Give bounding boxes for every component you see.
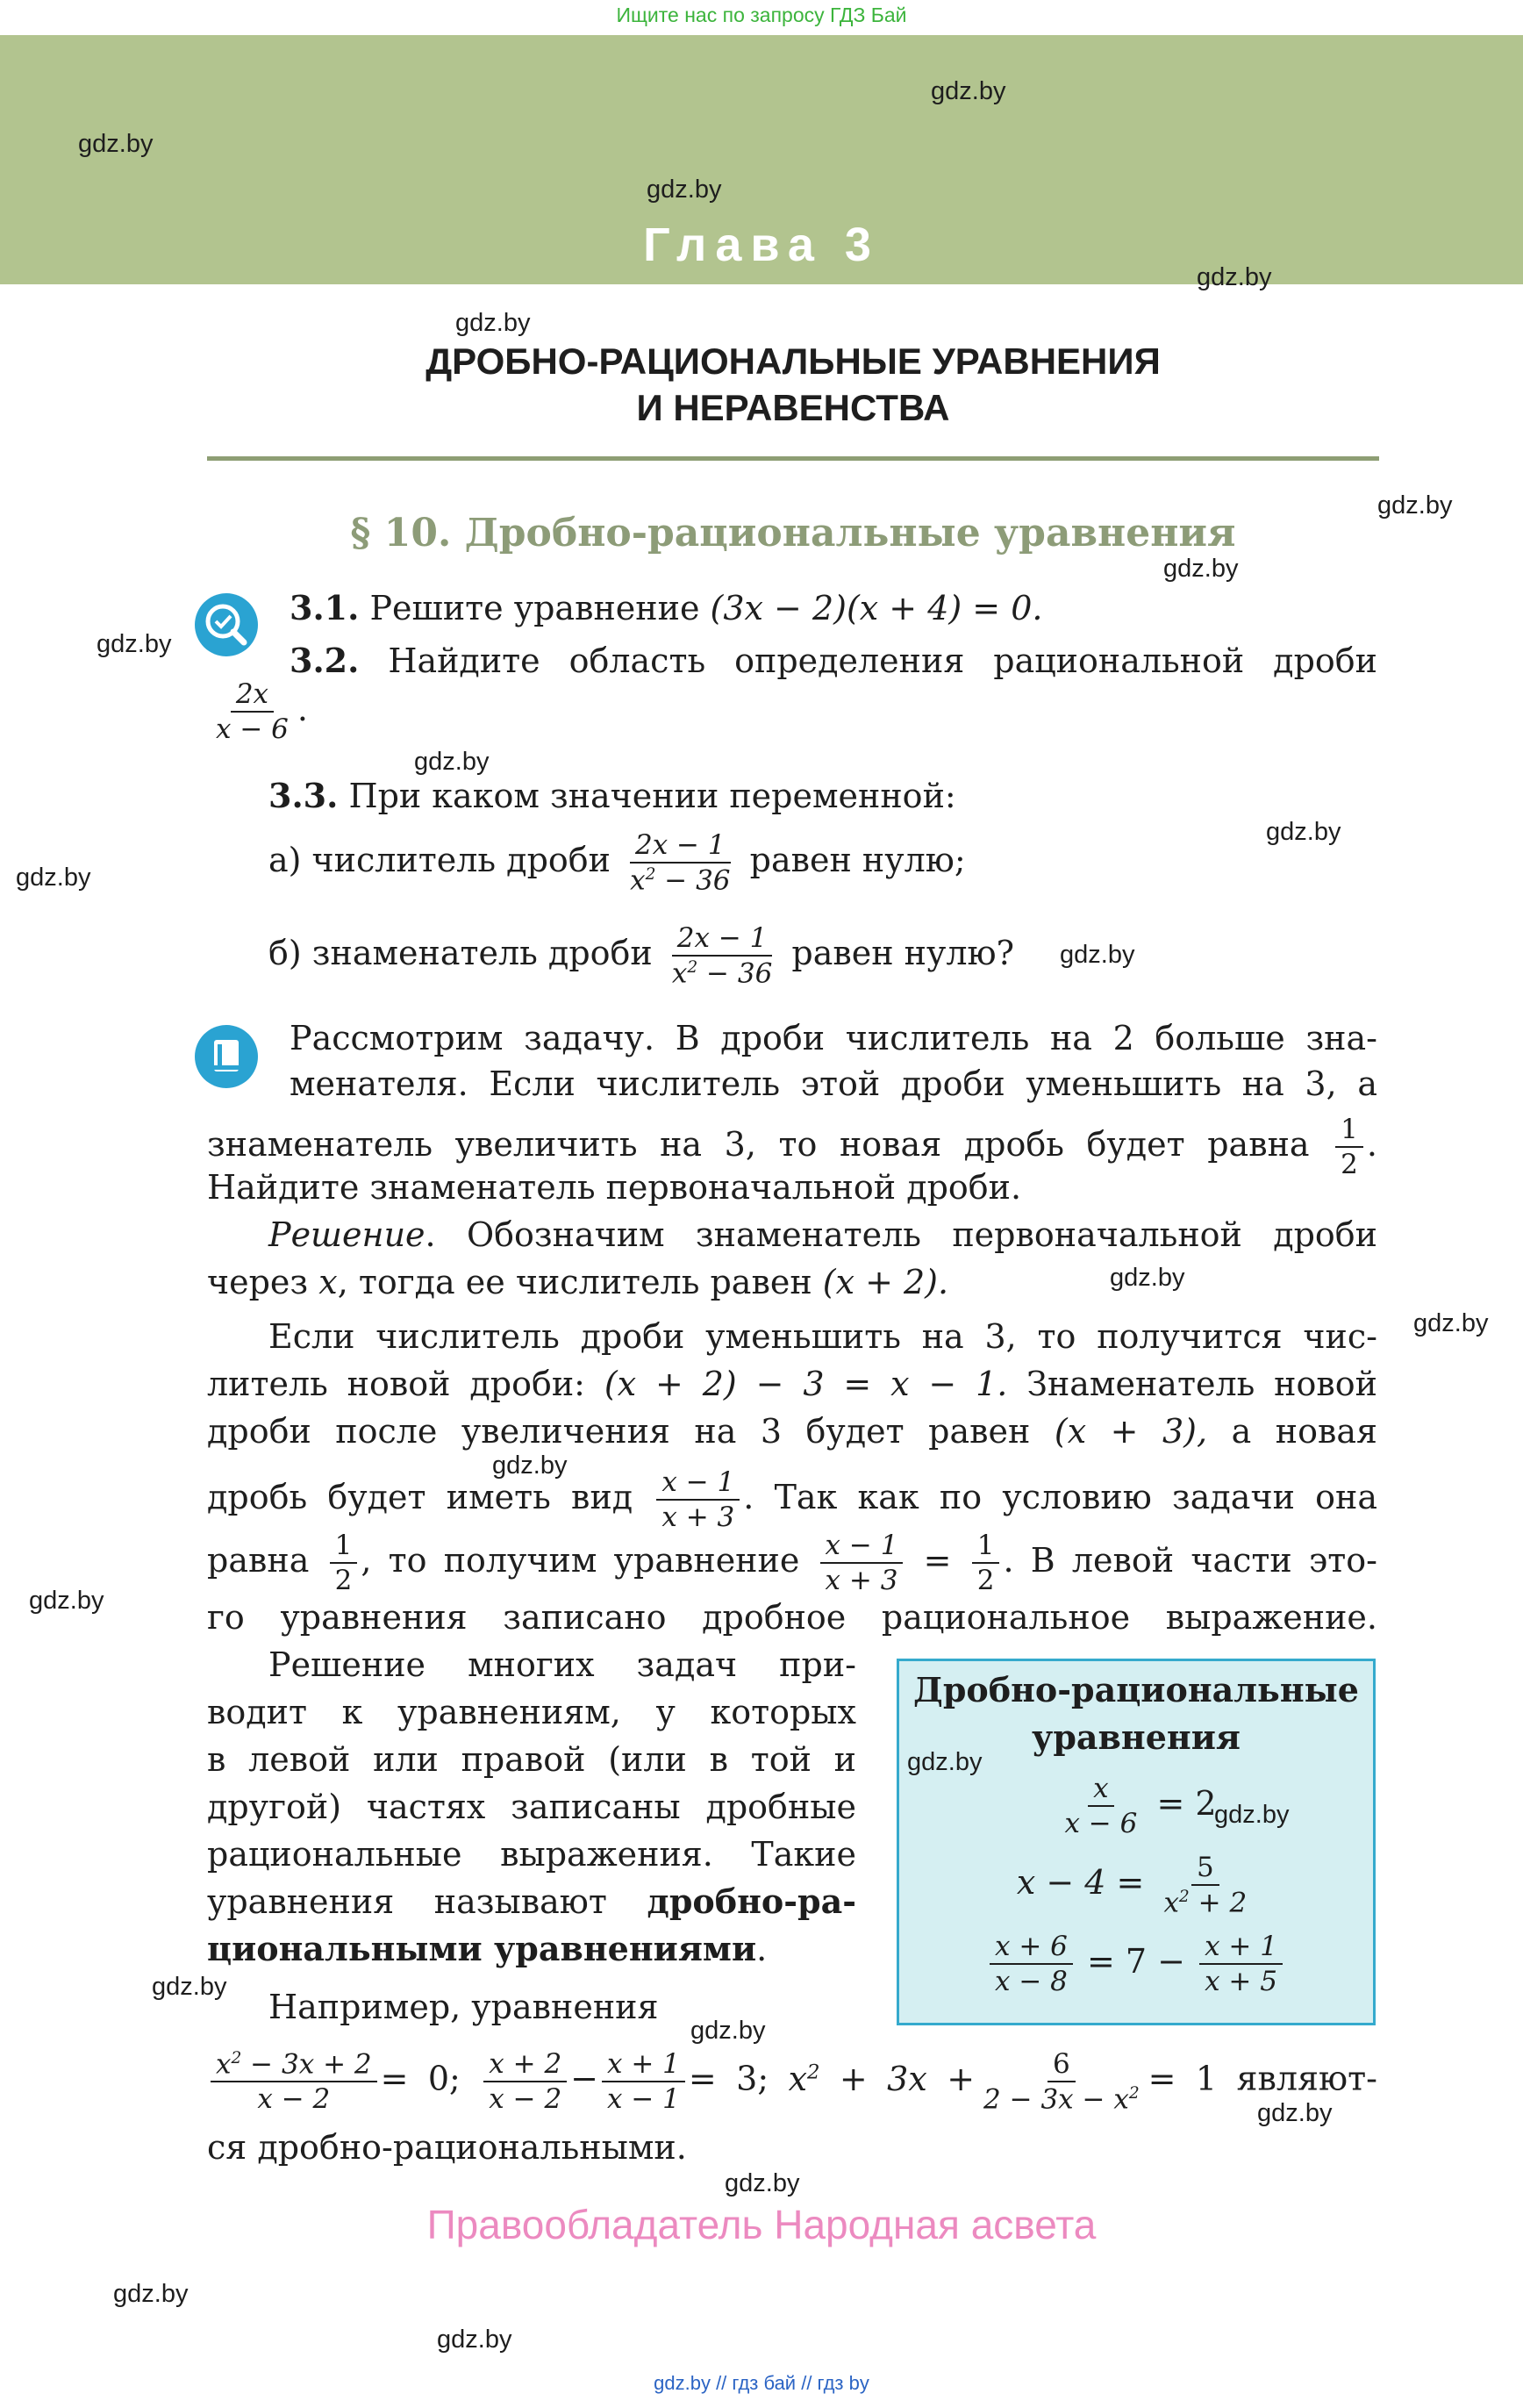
new-fraction: $\frac{x - 1}{x + 3}$ xyxy=(656,1469,740,1531)
example-fraction-3: $\frac{x + 1}{x - 1}$ xyxy=(602,2051,685,2113)
definition-line-5: рациональные выражения. Такие xyxy=(207,1835,856,1874)
example-equations-line: $\frac{x^2 - 3x + 2}{x - 2}$ = 0; $\frac{x + 2}{x - 2}$ − $\frac{x + 1}{x - 1}$ = 3; $x^2 + 3x$ + $\frac{6}{2 - 3x - x^2}$ = 1 являют- xyxy=(207,2050,1377,2113)
exercise-3-1-equation: (3x − 2)(x + 4) = 0. xyxy=(710,589,1043,627)
chapter-subtitle-line-1: ДРОБНО-РАЦИОНАЛЬНЫЕ УРАВНЕНИЯ xyxy=(425,340,1161,382)
watermark: gdz.by xyxy=(1266,818,1341,846)
exercise-3-3-text: При каком значении переменной: xyxy=(348,777,956,815)
fraction-numerator: 2x − 1 xyxy=(630,832,731,864)
definition-line-6: уравнения называют дробно-ра- xyxy=(207,1881,856,1921)
term-bold: циональными уравнениями xyxy=(207,1929,757,1968)
watermark: gdz.by xyxy=(1377,491,1453,520)
exercise-3-2-fraction xyxy=(211,678,294,745)
solution-line-1: Решение. Обозначим знаменатель первоначальной дроби xyxy=(268,1215,1377,1254)
problem-line-4: Найдите знаменатель первоначальной дроби. xyxy=(207,1168,1022,1207)
watermark: gdz.by xyxy=(1214,1801,1290,1829)
watermark: gdz.by xyxy=(78,130,154,158)
exercise-3-3-b xyxy=(268,922,1014,990)
watermark: gdz.by xyxy=(690,2017,766,2045)
top-search-hint[interactable]: Ищите нас по запросу ГДЗ Бай xyxy=(616,4,907,26)
exercise-3-3-a-prefix: а) числитель дроби xyxy=(268,841,611,880)
exercise-3-3-number: 3.3. xyxy=(268,776,339,815)
exercise-3-3-a xyxy=(268,829,966,897)
watermark: gdz.by xyxy=(414,748,490,776)
watermark: gdz.by xyxy=(931,77,1006,105)
box-equation-1: $\frac{x}{x - 6}$ = 2 xyxy=(1064,1773,1217,1839)
watermark: gdz.by xyxy=(492,1451,568,1480)
box-equation-3: $\frac{x + 6}{x - 8}$ = 7 − $\frac{x + 1}{x + 5}$ xyxy=(899,1933,1373,1996)
section-title: § 10. Дробно-рациональные уравнения xyxy=(350,511,1236,555)
definition-box-title: Дробно-рациональные уравнения xyxy=(913,1670,1359,1757)
exercise-3-3-a-suffix: равен нулю; xyxy=(749,841,966,880)
exercise-3-2 xyxy=(290,639,1377,683)
exercise-3-3-b-prefix: б) знаменатель дроби xyxy=(268,934,653,973)
exercise-3-1 xyxy=(290,586,1042,630)
watermark: gdz.by xyxy=(152,1973,227,2001)
definition-box xyxy=(897,1659,1376,2025)
problem-fraction-one-half: $\frac{1}{2}$ xyxy=(1335,1116,1363,1179)
example-fraction-2: $\frac{x + 2}{x - 2}$ xyxy=(483,2051,567,2113)
watermark: gdz.by xyxy=(29,1587,104,1615)
example-fraction-4: $\frac{6}{2 - 3x - x^2}$ xyxy=(983,2047,1140,2115)
solution-label: Решение xyxy=(268,1215,425,1254)
equation-left-fraction: $\frac{x - 1}{x + 3}$ xyxy=(820,1532,904,1595)
watermark: gdz.by xyxy=(1163,555,1239,583)
exercise-3-3 xyxy=(268,774,956,818)
solution-para-line-4: дробь будет иметь вид $\frac{x - 1}{x + 3}$ . Так как по условию задачи она xyxy=(207,1466,1377,1533)
definition-line-4: другой) частях записаны дробные xyxy=(207,1788,856,1826)
book-icon xyxy=(195,1025,258,1088)
definition-line-3: в левой или правой (или в той и xyxy=(207,1740,856,1779)
watermark: gdz.by xyxy=(455,309,531,337)
divider-line xyxy=(207,456,1379,461)
fraction-one-half: $\frac{1}{2}$ xyxy=(330,1532,358,1595)
watermark: gdz.by xyxy=(437,2326,512,2354)
example-tail-line: ся дробно-рациональными. xyxy=(207,2128,687,2167)
exercise-3-2-fraction-line: $\frac{2x}{x - 6}$ . xyxy=(207,681,308,743)
chapter-subtitle xyxy=(207,338,1379,431)
watermark: gdz.by xyxy=(113,2280,189,2308)
definition-line-1: Решение многих задач при- xyxy=(268,1645,856,1684)
numerator-expression: (x + 2). xyxy=(822,1263,949,1301)
term-bold: дробно-ра- xyxy=(647,1881,856,1921)
watermark: gdz.by xyxy=(1413,1309,1489,1337)
watermark: gdz.by xyxy=(1197,263,1272,291)
fraction-numerator: 2x xyxy=(231,681,274,713)
exercise-3-2-text: Найдите область определения рациональной дроби xyxy=(388,641,1377,680)
chapter-title: Глава 3 xyxy=(643,219,880,271)
footer-links[interactable]: gdz.by // гдз бай // гдз by xyxy=(654,2372,869,2394)
exercise-3-3-b-fraction xyxy=(667,922,777,990)
solution-para-line-5: равна $\frac{1}{2}$ , то получим уравнение $\frac{x - 1}{x + 3}$ = $\frac{1}{2}$ . В левой части это- xyxy=(207,1530,1377,1596)
solution-para-line-2: литель новой дроби: (x + 2) − 3 = x − 1. Знаменатель новой xyxy=(207,1365,1377,1403)
fraction-numerator: 2x − 1 xyxy=(672,925,773,957)
solution-para-line-1: Если числитель дроби уменьшить на 3, то получится чис- xyxy=(268,1317,1377,1356)
watermark: gdz.by xyxy=(1060,941,1135,969)
exercise-3-1-number: 3.1. xyxy=(290,588,360,627)
solution-para-line-6: го уравнения записано дробное рациональное выражение. xyxy=(207,1598,1377,1637)
watermark: gdz.by xyxy=(647,176,722,204)
example-fraction-1: $\frac{x^2 - 3x + 2}{x - 2}$ xyxy=(211,2051,377,2113)
magnifier-check-icon xyxy=(195,593,258,656)
equation-right-fraction: $\frac{1}{2}$ xyxy=(972,1532,1000,1595)
fraction-denominator: $x^2 - 36$ xyxy=(671,957,773,990)
solution-para-line-3: дроби после увеличения на 3 будет равен (x + 3), а новая xyxy=(207,1412,1377,1451)
exercise-3-3-b-suffix: равен нулю? xyxy=(791,934,1014,973)
watermark: gdz.by xyxy=(16,864,91,892)
watermark: gdz.by xyxy=(907,1748,983,1776)
watermark: gdz.by xyxy=(97,630,172,658)
solution-line-2: через x, тогда ее числитель равен (x + 2). xyxy=(207,1263,949,1301)
box-equation-2: x − 4 = $\frac{5}{x^2 + 2}$ xyxy=(1016,1852,1248,1919)
definition-line-8: Например, уравнения xyxy=(268,1988,659,2026)
exercise-3-1-text: Решите уравнение xyxy=(369,589,700,627)
exercise-3-2-number: 3.2. xyxy=(290,641,360,680)
fraction-denominator: $x^2 - 36$ xyxy=(630,864,731,897)
watermark: gdz.by xyxy=(1110,1264,1185,1292)
watermark: gdz.by xyxy=(1257,2099,1333,2127)
definition-line-7: циональными уравнениями. xyxy=(207,1929,768,1968)
watermark: gdz.by xyxy=(725,2169,800,2197)
problem-line-3-text: знаменатель увеличить на 3, то новая дробь будет равна xyxy=(207,1125,1310,1164)
problem-line-3: знаменатель увеличить на 3, то новая дробь будет равна $\frac{1}{2}$ . xyxy=(207,1114,1377,1180)
definition-line-2: водит к уравнениям, у которых xyxy=(207,1693,856,1731)
exercise-3-3-a-fraction xyxy=(625,829,735,897)
problem-line-1: Рассмотрим задачу. В дроби числитель на 2 больше зна- xyxy=(290,1019,1377,1057)
copyright-notice: Правообладатель Народная асвета xyxy=(426,2202,1097,2247)
chapter-subtitle-line-2: И НЕРАВЕНСТВА xyxy=(636,387,950,428)
problem-line-2: менателя. Если числитель этой дроби уменьшить на 3, а xyxy=(290,1064,1377,1103)
fraction-denominator: x − 6 xyxy=(216,713,289,745)
